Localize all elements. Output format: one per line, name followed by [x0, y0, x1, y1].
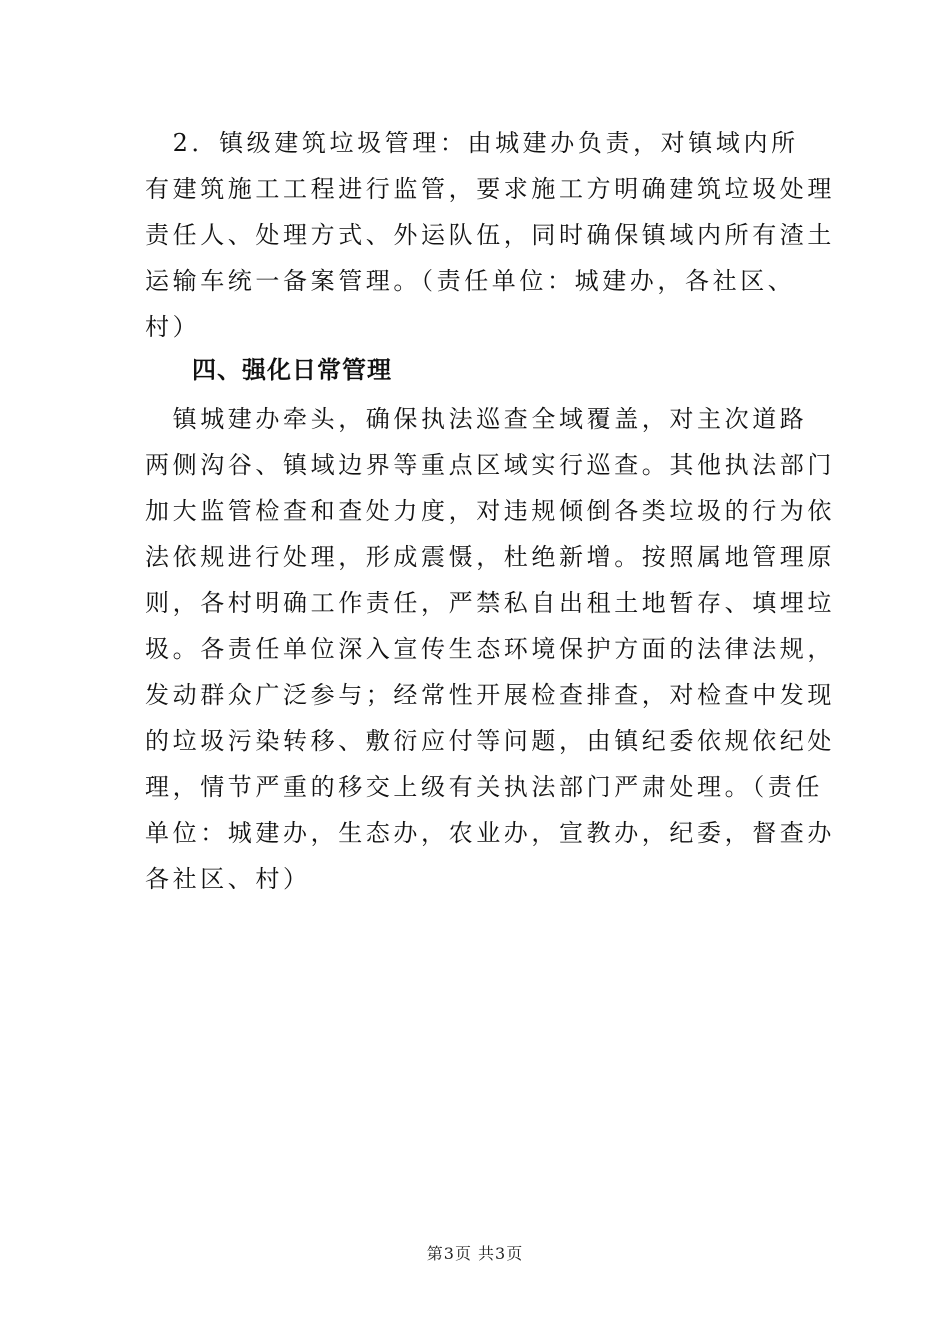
paragraph-line: 责任人、处理方式、外运队伍，同时确保镇域内所有渣土 [145, 221, 835, 249]
paragraph-line: 圾。各责任单位深入宣传生态环境保护方面的法律法规， [145, 635, 835, 663]
page-footer: 第3页 共3页 [426, 1244, 524, 1263]
paragraph-line: 村） [145, 313, 201, 341]
paragraph-construction-waste [145, 120, 835, 350]
paragraph-line: 单位：城建办，生态办，农业办，宣教办，纪委，督查办 [145, 819, 835, 847]
paragraph-line: 法依规进行处理，形成震慑，杜绝新增。按照属地管理原 [145, 543, 835, 571]
paragraph-line: 两侧沟谷、镇域边界等重点区域实行巡查。其他执法部门 [145, 451, 835, 479]
section-heading: 四、强化日常管理 [192, 356, 392, 384]
paragraph-line: 有建筑施工工程进行监管，要求施工方明确建筑垃圾处理 [145, 175, 835, 203]
paragraph-line: 各社区、村） [145, 865, 311, 893]
paragraph-line: 加大监管检查和查处力度，对违规倾倒各类垃圾的行为依 [145, 497, 835, 525]
paragraph-line: 的垃圾污染转移、敷衍应付等问题，由镇纪委依规依纪处 [145, 727, 835, 755]
paragraph-line: 镇城建办牵头，确保执法巡查全域覆盖，对主次道路 [145, 405, 808, 433]
paragraph-line: 运输车统一备案管理。（责任单位：城建办，各社区、 [145, 267, 796, 295]
paragraph-line: 理，情节严重的移交上级有关执法部门严肃处理。（责任 [145, 773, 823, 801]
paragraph-line: 发动群众广泛参与；经常性开展检查排查，对检查中发现 [145, 681, 835, 709]
paragraph-line: 2．镇级建筑垃圾管理：由城建办负责，对镇域内所 [145, 129, 799, 157]
paragraph-line: 则，各村明确工作责任，严禁私自出租土地暂存、填埋垃 [145, 589, 835, 617]
paragraph-daily-management [145, 396, 835, 902]
